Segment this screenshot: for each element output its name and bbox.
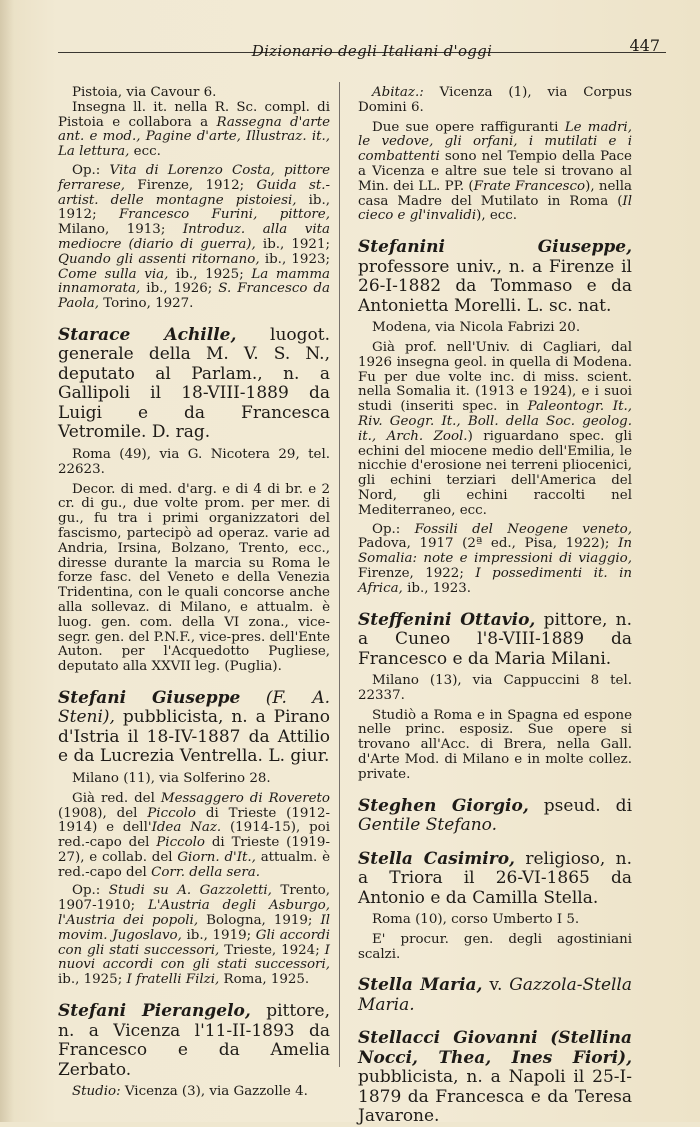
body-text: E' procur. gen. degli agostiniani scalzi. <box>358 931 632 962</box>
work-imprint: Trieste, 1924; <box>224 942 320 958</box>
body-text: ), nella casa Madre del Mutilato in Roma ( <box>358 178 632 209</box>
entry-address <box>58 86 330 101</box>
entry-description: pittore, n. a Cuneo l'8-VIII-1889 da Francesco e da Maria Milani. <box>358 609 632 669</box>
publication-title: Giorn. d'It., <box>177 849 256 865</box>
entry-heading <box>358 850 632 909</box>
work-title: Come sulla via, <box>58 266 169 282</box>
work-title: In Somalia: note e impressioni di viaggio, <box>358 536 632 567</box>
entry-description: professore univ., n. a Firenze il 26-I-1882 da Tommaso e da Antonietta Morelli. L. sc. nat. <box>358 256 632 316</box>
cross-reference: Gazzola-Stella Maria. <box>358 975 633 1015</box>
entry-address <box>58 448 330 478</box>
works-label: Op.: <box>372 521 401 537</box>
body-text: Già prof. nell'Univ. di Cagliari, dal 1926 insegna geol. in quella di Modena. Fu per due volte inc. di miss. scient. nella Somalia it. (1913 e 1924), e i suoi studi (inseriti spec. in <box>358 339 632 415</box>
body-text: ), ecc. <box>476 208 518 224</box>
works-label: Op.: <box>72 883 101 899</box>
body-text: Decor. di med. d'arg. e di 4 di br. e 2 cr. di gu., due volte prom. per mer. di gu., fu tra i primi organizzatori del fascismo, partecipò ad operaz. varie ad Andria, Irsina, Bolzano, Trento, ecc., diresse durante la marcia su Roma le forze fasc. del Veneto e della Venezia Tridentina, con le quali concorse anche alla sollevaz. di Milano, e attualm. è luog. gen. com. della VI zona., vice-segr. gen. del P.N.F., vice-pres. dell'Ente Auton. per l'Acquedotto Pugliese, deputato alla XXVII leg. (Puglia). <box>58 481 330 675</box>
publication-titles: Rassegna d'arte ant. e mod., Pagine d'arte, Illustraz. it., La lettura, <box>58 114 330 160</box>
entry-alias: (F. A. Steni), <box>58 687 330 728</box>
entry-heading <box>358 611 632 670</box>
work-imprint: Firenze, 1912; <box>137 177 245 193</box>
address-text: Vicenza (1), via Corpus Domini 6. <box>358 85 633 115</box>
entry-body <box>58 792 330 881</box>
body-text: sono nel Tempio della Pace a Vicenza e altre sue tele si trovano al Min. dei LL. PP. ( <box>358 149 632 194</box>
body-text: Insegna ll. it. nella R. Sc. compl. di Pistoia e collabora a <box>58 99 330 130</box>
entry-heading <box>58 1002 330 1080</box>
entry-address <box>58 1085 330 1100</box>
address-text: Roma (49), via G. Nicotera 29, tel. 22623. <box>58 446 330 477</box>
entry-name: Stella Casimiro, <box>358 848 515 869</box>
entry-name: Steghen Giorgio, <box>358 795 529 816</box>
work-imprint: ib., 1925; <box>176 266 244 282</box>
entry-name: Stefanini Giuseppe, <box>358 237 632 258</box>
address-text: Vicenza (3), via Gazzolle 4. <box>124 1084 308 1100</box>
work-imprint: Roma, 1925. <box>223 972 310 988</box>
body-text: di Trieste (1912-1914) e dell' <box>58 805 330 836</box>
body-text: Due sue opere raffiguranti <box>372 119 559 135</box>
publication-title: Idea Naz. <box>151 820 222 836</box>
work-imprint: ib., 1923. <box>407 580 472 596</box>
work-title: Quando gli assenti ritornano, <box>58 251 260 267</box>
entry-description: luogot. generale della M. V. S. N., deputato al Parlam., n. a Gallipoli il 18-VIII-1889 da Luigi e da Francesca Vetromile. D. rag. <box>58 324 330 443</box>
body-text: (1908), del <box>58 805 138 821</box>
work-imprint: ib., 1926; <box>146 281 213 297</box>
artwork-title: Le madri, le vedove, gli orfani, i mutilati e i combattenti <box>358 119 632 165</box>
page-number: 447 <box>629 36 660 55</box>
entry-heading <box>358 1029 632 1127</box>
address-text: Pistoia, via Cavour 6. <box>72 85 217 100</box>
works-label: Op.: <box>72 162 101 178</box>
entry-address <box>358 321 632 336</box>
studio-label: Studio: <box>72 1084 121 1100</box>
entry-address <box>358 86 632 116</box>
entry-description: pittore, n. a Vicenza l'11-II-1893 da Francesco e da Amelia Zerbato. <box>58 1001 330 1080</box>
artwork-title: Il cieco e gl'invalidi <box>358 193 632 224</box>
running-title: Dizionario degli Italiani d'oggi <box>251 42 493 60</box>
work-title: Francesco Furini, pittore, <box>119 207 330 223</box>
body-text: Già red. del <box>72 790 155 806</box>
address-text: Modena, via Nicola Fabrizi 20. <box>372 320 581 336</box>
body-text: Studiò a Roma e in Spagna ed espone nelle princ. esposiz. Sue opere si trovano all'Acc. di Brera, nella Gall. d'Arte Mod. di Milano e in molte collez. private. <box>358 707 632 782</box>
entry-works <box>58 884 330 988</box>
address-text: Roma (10), corso Umberto I 5. <box>372 912 580 928</box>
work-title: Introduz. alla vita mediocre (diario di guerra), <box>58 222 330 252</box>
work-title: Vita di Lorenzo Costa, pittore ferrarese, <box>58 162 330 193</box>
work-imprint: Milano, 1913; <box>58 222 166 238</box>
entry-works <box>58 164 330 312</box>
work-title: La mamma innamorata, <box>58 266 330 297</box>
entry-body <box>58 101 330 160</box>
work-imprint: Firenze, 1922; <box>358 565 464 581</box>
entry-name: Stellacci Giovanni <box>358 1028 538 1049</box>
entry-name: Stefani Giuseppe <box>58 687 241 708</box>
entry-body <box>358 341 632 519</box>
work-imprint: Bologna, 1919; <box>206 913 313 929</box>
work-title: L'Austria degli Asburgo, l'Austria dei popoli, <box>58 898 330 929</box>
publication-title: Messaggero di Rovereto <box>160 790 330 806</box>
left-column <box>58 86 330 1100</box>
publication-title: Piccolo <box>147 805 196 821</box>
scan-edge-shadow <box>0 0 14 1122</box>
address-text: Milano (13), via Cappuccini 8 tel. 22337. <box>358 673 632 703</box>
entry-description: religioso, n. a Triora il 26-VI-1865 da Antonio e da Camilla Stella. <box>358 848 633 908</box>
work-imprint: ib., 1912; <box>58 192 330 223</box>
entry-heading <box>58 689 330 767</box>
address-text: Milano (11), via Solferino 28. <box>72 770 271 786</box>
entry-description: v. <box>489 975 503 996</box>
entry-works <box>358 523 632 597</box>
cross-reference: Gentile Stefano. <box>358 815 498 836</box>
entry-description: pubblicista, n. a Pirano d'Istria il 18-IV-1887 da Attilio e da Lucrezia Ventrella. L. giur. <box>58 707 331 767</box>
work-title: Il movim. Jugoslavo, <box>58 913 331 943</box>
work-imprint: Trento, 1907-1910; <box>58 883 330 914</box>
entry-address <box>58 772 330 787</box>
body-text: (1914-15), poi red.-capo del <box>58 820 330 851</box>
work-title: I nuovi accordi con gli stati successori, <box>58 942 330 973</box>
work-title: Fossili del Neogene veneto, <box>414 521 632 537</box>
publication-title: Corr. della sera. <box>151 864 260 880</box>
work-title: I fratelli Filzi, <box>126 972 220 988</box>
artwork-title: Frate Francesco <box>473 178 586 194</box>
work-imprint: Padova, 1917 (2ª ed., Pisa, 1922); <box>358 536 610 552</box>
entry-name: Stefani Pierangelo, <box>58 1001 251 1022</box>
entry-description: pubblicista, n. a Napoli il 25-I-1879 da Francesca e da Teresa Javarone. <box>358 1067 632 1127</box>
work-imprint: ib., 1925; <box>58 972 123 988</box>
work-title: Gli accordi con gli stati successori, <box>58 927 330 958</box>
entry-body <box>58 483 330 675</box>
body-text: ) riguardano spec. gli echini del miocene medio dell'Emilia, le nicchie d'erosione nei terreni pliocenici, gli echini terziari dell'America del Nord, gli echini raccolti nel Mediterraneo, ecc. <box>358 428 632 518</box>
publication-title: Piccolo <box>156 835 205 851</box>
work-imprint: ib., 1919; <box>186 927 252 943</box>
entry-name: Starace Achille, <box>58 324 237 345</box>
work-imprint: ib., 1921; <box>262 236 330 252</box>
body-text: di Trieste (1919-27), e collab. del <box>58 835 330 865</box>
work-imprint: Torino, 1927. <box>103 296 194 312</box>
work-imprint: ib., 1923; <box>264 251 330 267</box>
entry-name: Stella Maria, <box>358 975 483 996</box>
entry-heading <box>358 238 632 316</box>
entry-name: Steffenini Ottavio, <box>358 609 536 630</box>
entry-body <box>358 933 632 963</box>
right-column <box>358 86 632 1127</box>
work-title: S. Francesco da Paola, <box>58 281 330 312</box>
journal-titles: Paleontogr. It., Riv. Geogr. It., Boll. della Soc. geolog. it., Arch. Zool. <box>358 399 632 444</box>
entry-alias: (Stellina Nocci, Thea, Ines Fiori), <box>358 1028 632 1068</box>
column-divider <box>339 82 340 1067</box>
work-title: I possedimenti it. in Africa, <box>358 565 632 596</box>
entry-heading <box>58 326 330 443</box>
entry-heading <box>358 976 632 1015</box>
entry-address <box>358 913 632 928</box>
entry-body <box>358 121 632 225</box>
entry-heading <box>358 797 632 836</box>
entry-address <box>358 674 632 704</box>
body-text: ecc. <box>133 144 161 160</box>
residence-label: Abitaz.: <box>372 85 424 100</box>
running-header <box>58 24 666 60</box>
entry-description: pseud. di <box>543 795 633 816</box>
entry-body <box>358 709 632 783</box>
work-title: Guida st.-artist. delle montagne pistoiesi, <box>58 177 331 208</box>
work-title: Studi su A. Gazzoletti, <box>108 883 272 899</box>
body-text: attualm. è red.-capo del <box>58 849 330 880</box>
